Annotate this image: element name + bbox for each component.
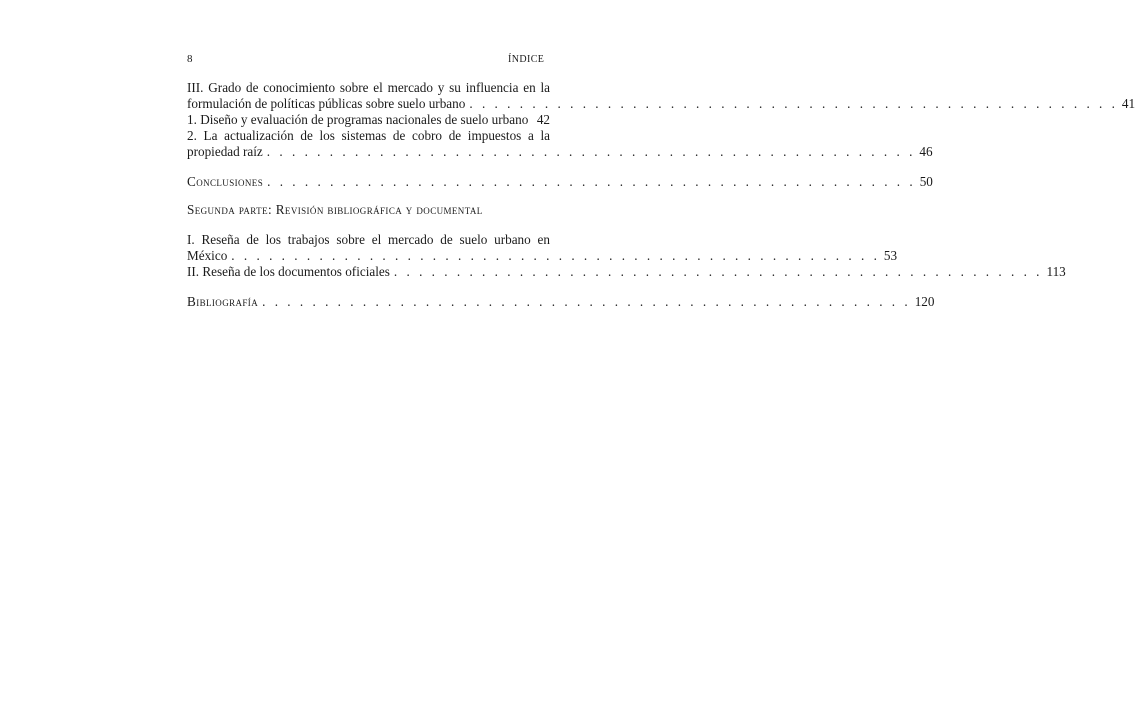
running-title: ÍNDICE — [508, 54, 545, 65]
toc-page-number: 42 — [536, 112, 550, 127]
toc-entry-ii-text: II. Reseña de los documentos oficiales — [187, 264, 390, 279]
toc-entry-conclusiones-text: Conclusiones — [187, 174, 264, 189]
toc-page-number: 120 — [914, 294, 935, 309]
leader-dots: . . . . . . . . . . . . . . . . . . . . . . . . . . . . . . . . . . . . . . . . . . . . . . . . . . . . — [469, 96, 1118, 111]
toc-page-number: 53 — [883, 248, 898, 263]
toc-page-number: 113 — [1046, 264, 1066, 279]
toc-entry-s1 — [187, 112, 550, 128]
page-number: 8 — [187, 53, 193, 65]
toc-entry-s2-line1: 2. La actualización de los sistemas de cobro de impuestos a la — [187, 128, 550, 143]
toc-entry-ii — [187, 264, 1066, 280]
toc-page-number: 46 — [919, 144, 933, 159]
leader-dots: . . . . . . . . . . . . . . . . . . . . . . . . . . . . . . . . . . . . . . . . . . . . . . . . . . . . — [267, 174, 916, 189]
toc-entry-iii — [187, 96, 1135, 112]
toc-entry-i-line2: México — [187, 248, 228, 263]
toc-entry-conclusiones — [187, 174, 933, 190]
toc-entry-s2-line2: propiedad raíz — [187, 144, 263, 159]
part-heading: Segunda parte: Revisión bibliográfica y documental — [187, 202, 483, 217]
toc-entry-iii-line2: formulación de políticas públicas sobre suelo urbano — [187, 96, 466, 111]
toc-entry-iii-line1: III. Grado de conocimiento sobre el mercado y su influencia en la — [187, 80, 550, 95]
toc-entry-i-line1: I. Reseña de los trabajos sobre el mercado de suelo urbano en — [187, 232, 550, 247]
toc-entry-s1-text: 1. Diseño y evaluación de programas nacionales de suelo urbano — [187, 112, 529, 127]
toc-entry-bibliografia — [187, 294, 935, 310]
leader-dots: . . . . . . . . . . . . . . . . . . . . . . . . . . . . . . . . . . . . . . . . . . . . . . . . . . . . — [262, 294, 911, 309]
leader-dots: . . . . . . . . . . . . . . . . . . . . . . . . . . . . . . . . . . . . . . . . . . . . . . . . . . . . — [393, 264, 1043, 279]
toc-page-number: 50 — [919, 174, 933, 189]
toc-entry-i — [187, 248, 898, 264]
toc-entry-bibliografia-text: Bibliografía — [187, 294, 259, 309]
toc-page-number: 41 — [1121, 96, 1135, 111]
table-of-contents — [187, 80, 1135, 310]
leader-dots: . . . . . . . . . . . . . . . . . . . . . . . . . . . . . . . . . . . . . . . . . . . . . . . . . . . . — [266, 144, 916, 159]
toc-entry-s2 — [187, 144, 933, 160]
leader-dots: . . . . . . . . . . . . . . . . . . . . . . . . . . . . . . . . . . . . . . . . . . . . . . . . . . . . — [231, 248, 880, 263]
